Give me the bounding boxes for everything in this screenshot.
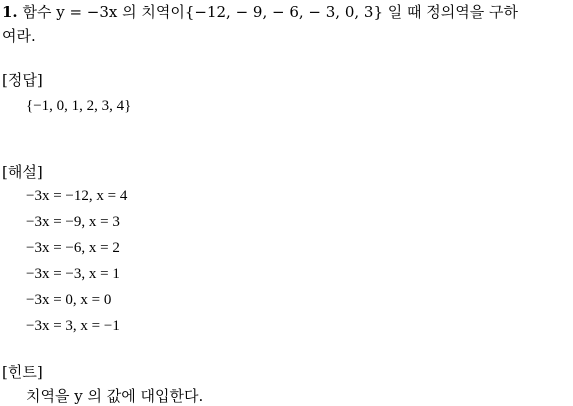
hint-heading: [힌트] <box>2 363 43 381</box>
problem-text-line2: 여라. <box>2 27 36 45</box>
solution-step: −3x = 0, x = 0 <box>26 292 112 308</box>
answer-value: {−1, 0, 1, 2, 3, 4} <box>26 98 132 114</box>
solution-step: −3x = 3, x = −1 <box>26 318 120 334</box>
hint-text: 치역을 y 의 값에 대입한다. <box>26 387 204 405</box>
answer-heading: [정답] <box>2 71 43 89</box>
solution-step: −3x = −3, x = 1 <box>26 266 120 282</box>
solution-step: −3x = −12, x = 4 <box>26 188 128 204</box>
problem-number: 1. <box>2 3 18 21</box>
solution-heading: [해설] <box>2 163 43 181</box>
solution-step: −3x = −9, x = 3 <box>26 214 120 230</box>
problem-statement <box>2 2 518 22</box>
solution-step: −3x = −6, x = 2 <box>26 240 120 256</box>
problem-text-line1: 함수 y = −3x 의 치역이{−12, − 9, − 6, − 3, 0, 3} 일 때 정의역을 구하 <box>22 3 518 21</box>
